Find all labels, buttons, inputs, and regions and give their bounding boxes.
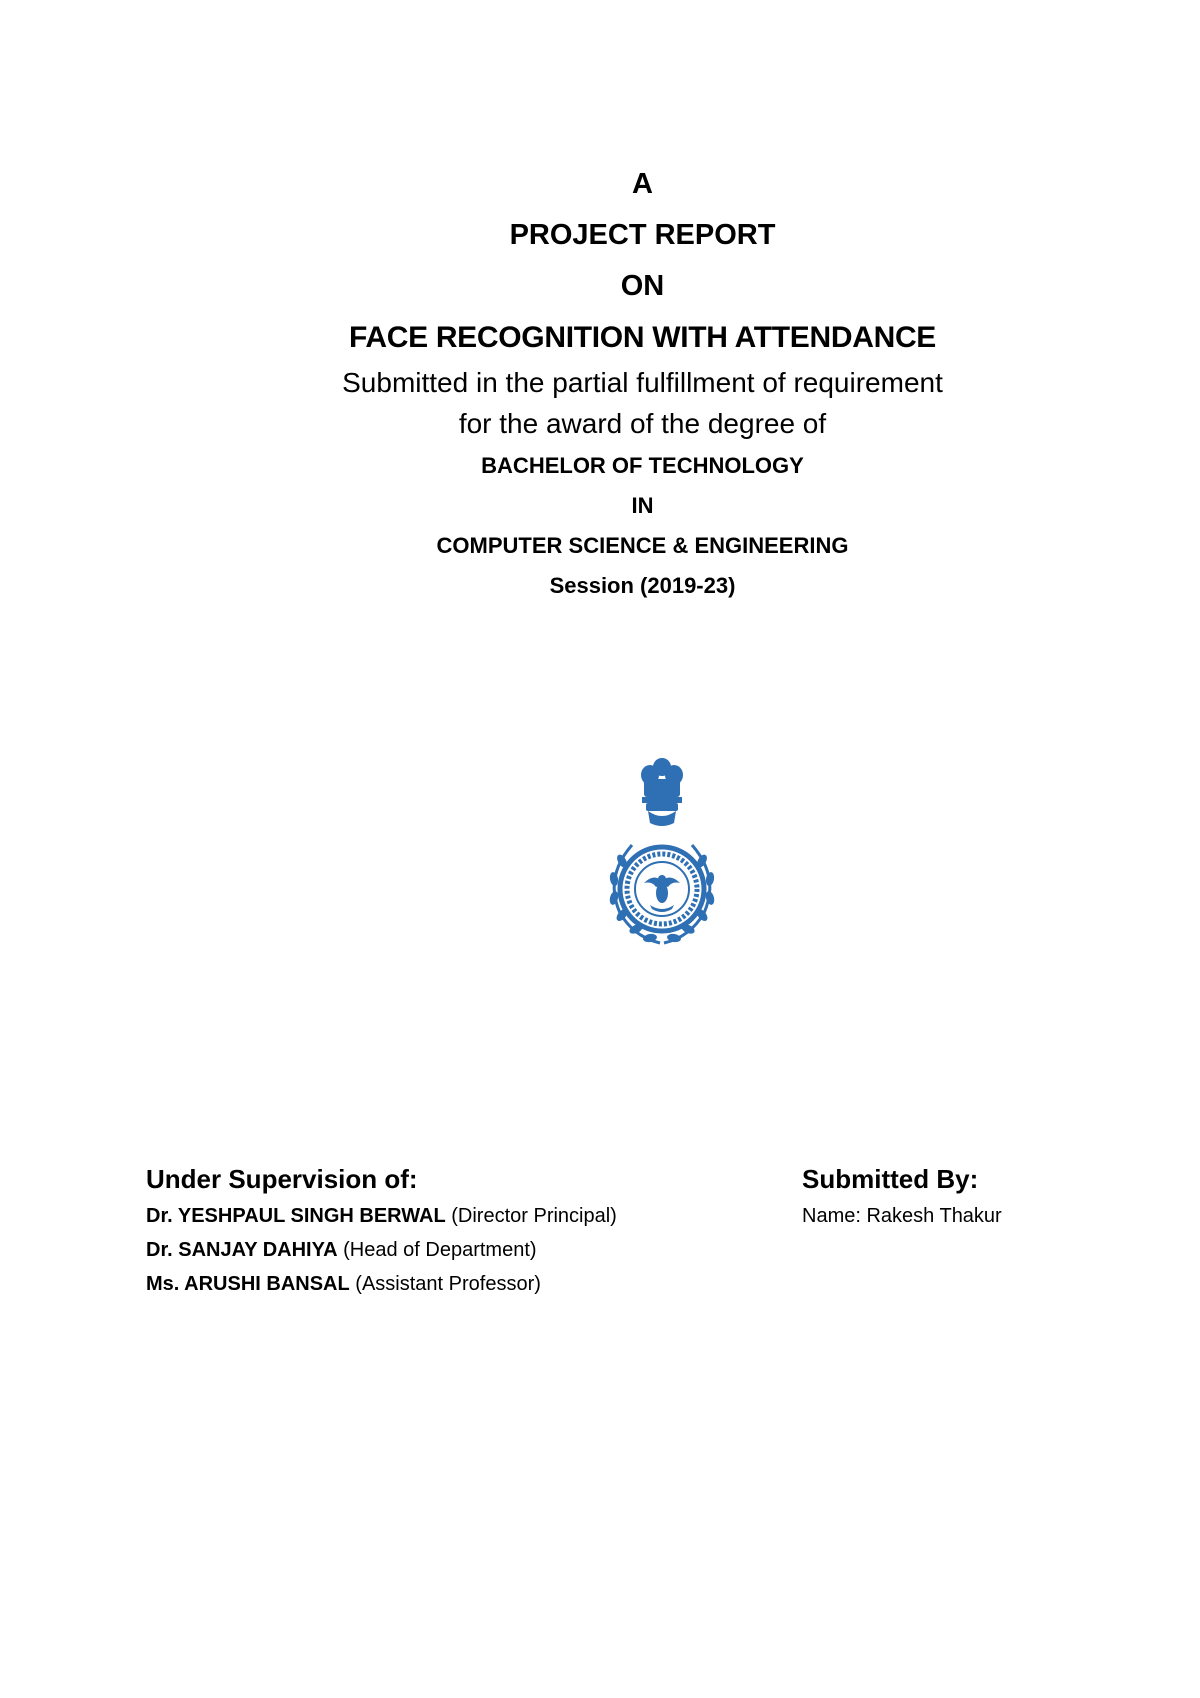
- line-on: ON: [620, 270, 665, 302]
- project-title: FACE RECOGNITION WITH ATTENDANCE: [348, 321, 937, 354]
- degree-name: BACHELOR OF TECHNOLOGY: [481, 453, 804, 478]
- department-name: COMPUTER SCIENCE & ENGINEERING: [436, 533, 849, 558]
- supervision-heading: Under Supervision of:: [146, 1164, 418, 1194]
- submission-statement-line-1: Submitted in the partial fulfillment of requirement: [342, 367, 943, 398]
- supervisor-entry: [146, 1240, 706, 1260]
- project-report-heading: PROJECT REPORT: [509, 219, 776, 251]
- supervisor-entry: [146, 1274, 706, 1294]
- line-a: A: [632, 168, 653, 200]
- submission-statement-line-2: for the award of the degree of: [458, 408, 827, 439]
- supervisor-name: Dr. YESHPAUL SINGH BERWAL: [146, 1205, 446, 1227]
- supervisor-name: Dr. SANJAY DAHIYA: [146, 1239, 338, 1261]
- line-in: IN: [631, 493, 654, 518]
- supervisor-role: (Director Principal): [451, 1205, 617, 1227]
- cover-title-block: [0, 160, 1200, 597]
- lion-capital-icon: [641, 758, 683, 826]
- supervisor-entry: [146, 1206, 706, 1226]
- seal-central-figure-icon: [644, 875, 680, 912]
- submitted-by-heading: Submitted By:: [802, 1164, 979, 1194]
- submitted-by-section: [802, 1166, 1102, 1240]
- session-years: Session (2019-23): [549, 573, 736, 598]
- supervisor-role: (Assistant Professor): [355, 1273, 541, 1295]
- govt-of-haryana-emblem-icon: [592, 755, 732, 953]
- student-name: Name: Rakesh Thakur: [802, 1205, 1002, 1227]
- supervision-section: [146, 1166, 706, 1308]
- supervisor-name: Ms. ARUSHI BANSAL: [146, 1273, 350, 1295]
- supervisor-role: (Head of Department): [343, 1239, 537, 1261]
